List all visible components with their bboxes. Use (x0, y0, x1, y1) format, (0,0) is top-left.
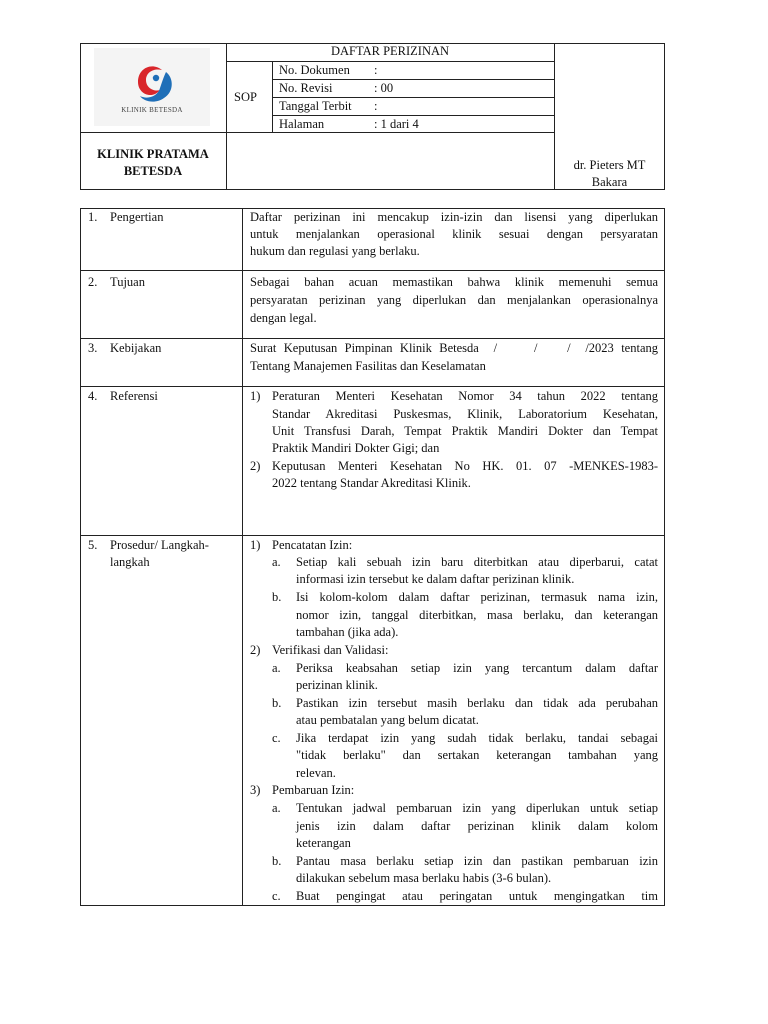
paragraph-line: Pantau masa berlaku setiap izin dan pastikan pembaruan izin (296, 854, 658, 868)
paragraph-line: atau pembatalan yang belum dicatat. (296, 713, 479, 727)
clinic-logo (94, 48, 210, 126)
list-marker: 2) (250, 643, 261, 657)
paragraph-line: dengan legal. (250, 311, 317, 325)
list-marker: 2) (250, 459, 261, 473)
list-marker: b. (272, 696, 282, 710)
paragraph-line: dilakukan sebelum masa berlaku habis (3-6 bulan). (296, 871, 552, 885)
row-divider (80, 535, 665, 536)
paragraph-line: jenis izin dalam daftar perizinan klinik dalam kolom (296, 819, 658, 833)
doc-number-label: No. Dokumen (279, 63, 350, 77)
signer-name-line2: Bakara (591, 175, 628, 189)
paragraph-line: Praktik Mandiri Dokter Gigi; dan (272, 441, 440, 455)
paragraph-line: Isi kolom-kolom dalam daftar perizinan, termasuk nama izin, (296, 590, 658, 604)
list-marker: 1) (250, 389, 261, 403)
section-number: 1. (88, 210, 98, 224)
section-label-pengertian: Pengertian (110, 210, 164, 224)
paragraph-line: Keputusan Menteri Kesehatan No HK. 01. 07 -MENKES-1983- (272, 459, 658, 473)
list-marker: a. (272, 661, 281, 675)
list-marker: c. (272, 731, 281, 745)
paragraph-line: Pastikan izin tersebut masih berlaku dan tidak ada perubahan (296, 696, 658, 710)
paragraph-line: hukum dan regulasi yang berlaku. (250, 244, 420, 258)
paragraph-line: Unit Transfusi Darah, Tempat Praktik Mandiri Dokter dan Tempat (272, 424, 658, 438)
paragraph-line: Setiap kali sebuah izin baru diterbitkan atau diperbarui, catat (296, 555, 658, 569)
column-divider (242, 208, 243, 906)
paragraph-line: persyaratan perizinan yang diperlukan dan menjalankan operasionalnya (250, 293, 658, 307)
sop-label: SOP (234, 90, 257, 104)
paragraph-line: Daftar perizinan ini mencakup izin-izin dan lisensi yang diperlukan (250, 210, 658, 224)
paragraph-line: informasi izin tersebut ke dalam daftar perizinan klinik. (296, 572, 575, 586)
procedure-heading: Verifikasi dan Validasi: (272, 643, 389, 657)
section-label-referensi: Referensi (110, 389, 158, 403)
paragraph-line: tambahan (jika ada). (296, 625, 399, 639)
issue-date-value: : (374, 99, 378, 113)
revision-label: No. Revisi (279, 81, 333, 95)
list-marker: a. (272, 555, 281, 569)
paragraph-line: keterangan (296, 836, 351, 850)
paragraph-line: Tentang Manajemen Fasilitas dan Keselamatan (250, 359, 486, 373)
section-label-prosedur: Prosedur/ Langkah- (110, 538, 209, 552)
paragraph-line: Tentukan jadwal pembaruan izin yang diperlukan untuk setiap (296, 801, 658, 815)
section-number: 4. (88, 389, 98, 403)
procedure-heading: Pembaruan Izin: (272, 783, 355, 797)
issue-date-label: Tanggal Terbit (279, 99, 352, 113)
paragraph-line: Jika terdapat izin yang sudah tidak berlaku, tandai sebagai (296, 731, 658, 745)
list-marker: b. (272, 854, 282, 868)
paragraph-line: Surat Keputusan Pimpinan Klinik Betesda / / / /2023 tentang (250, 341, 658, 355)
list-marker: a. (272, 801, 281, 815)
paragraph-line: Periksa keabsahan setiap izin yang tercantum dalam daftar (296, 661, 658, 675)
row-divider (80, 386, 665, 387)
page-value: : 1 dari 4 (374, 117, 419, 131)
paragraph-line: nomor izin, tanggal diterbitkan, masa berlaku, dan keterangan (296, 608, 658, 622)
revision-value: : 00 (374, 81, 394, 95)
paragraph-line: Buat pengingat atau peringatan untuk mengingatkan tim (296, 889, 658, 903)
paragraph-line: "tidak berlaku" dan sertakan keterangan tambahan yang (296, 748, 658, 762)
section-number: 2. (88, 275, 98, 289)
signer-name-line1: dr. Pieters MT (573, 158, 646, 172)
clinic-logo-icon (94, 48, 210, 126)
list-marker: 3) (250, 783, 261, 797)
header-divider (226, 61, 554, 62)
clinic-name-line1: KLINIK PRATAMA (97, 147, 209, 161)
paragraph-line: 2022 tentang Standar Akreditasi Klinik. (272, 476, 471, 490)
row-divider (80, 338, 665, 339)
list-marker: c. (272, 889, 281, 903)
paragraph-line: Peraturan Menteri Kesehatan Nomor 34 tahun 2022 tentang (272, 389, 658, 403)
clinic-name-line2: BETESDA (123, 164, 183, 178)
paragraph-line: Standar Akreditasi Puskesmas, Klinik, Laboratorium Kesehatan, (272, 407, 658, 421)
section-label-kebijakan: Kebijakan (110, 341, 162, 355)
paragraph-line: perizinan klinik. (296, 678, 378, 692)
paragraph-line: Sebagai bahan acuan memastikan bahwa klinik memenuhi semua (250, 275, 658, 289)
paragraph-line: untuk menjalankan operasional klinik sesuai dengan persyaratan (250, 227, 658, 241)
section-label-prosedur-cont: langkah (110, 555, 150, 569)
doc-number-value: : (374, 63, 378, 77)
page-label: Halaman (279, 117, 325, 131)
list-marker: b. (272, 590, 282, 604)
section-number: 3. (88, 341, 98, 355)
list-marker: 1) (250, 538, 261, 552)
logo-text: KLINIK BETESDA (121, 106, 183, 114)
header-divider (226, 43, 227, 190)
document-title: DAFTAR PERIZINAN (330, 44, 450, 58)
paragraph-line: relevan. (296, 766, 336, 780)
row-divider (80, 270, 665, 271)
section-number: 5. (88, 538, 98, 552)
section-label-tujuan: Tujuan (110, 275, 145, 289)
procedure-heading: Pencatatan Izin: (272, 538, 353, 552)
